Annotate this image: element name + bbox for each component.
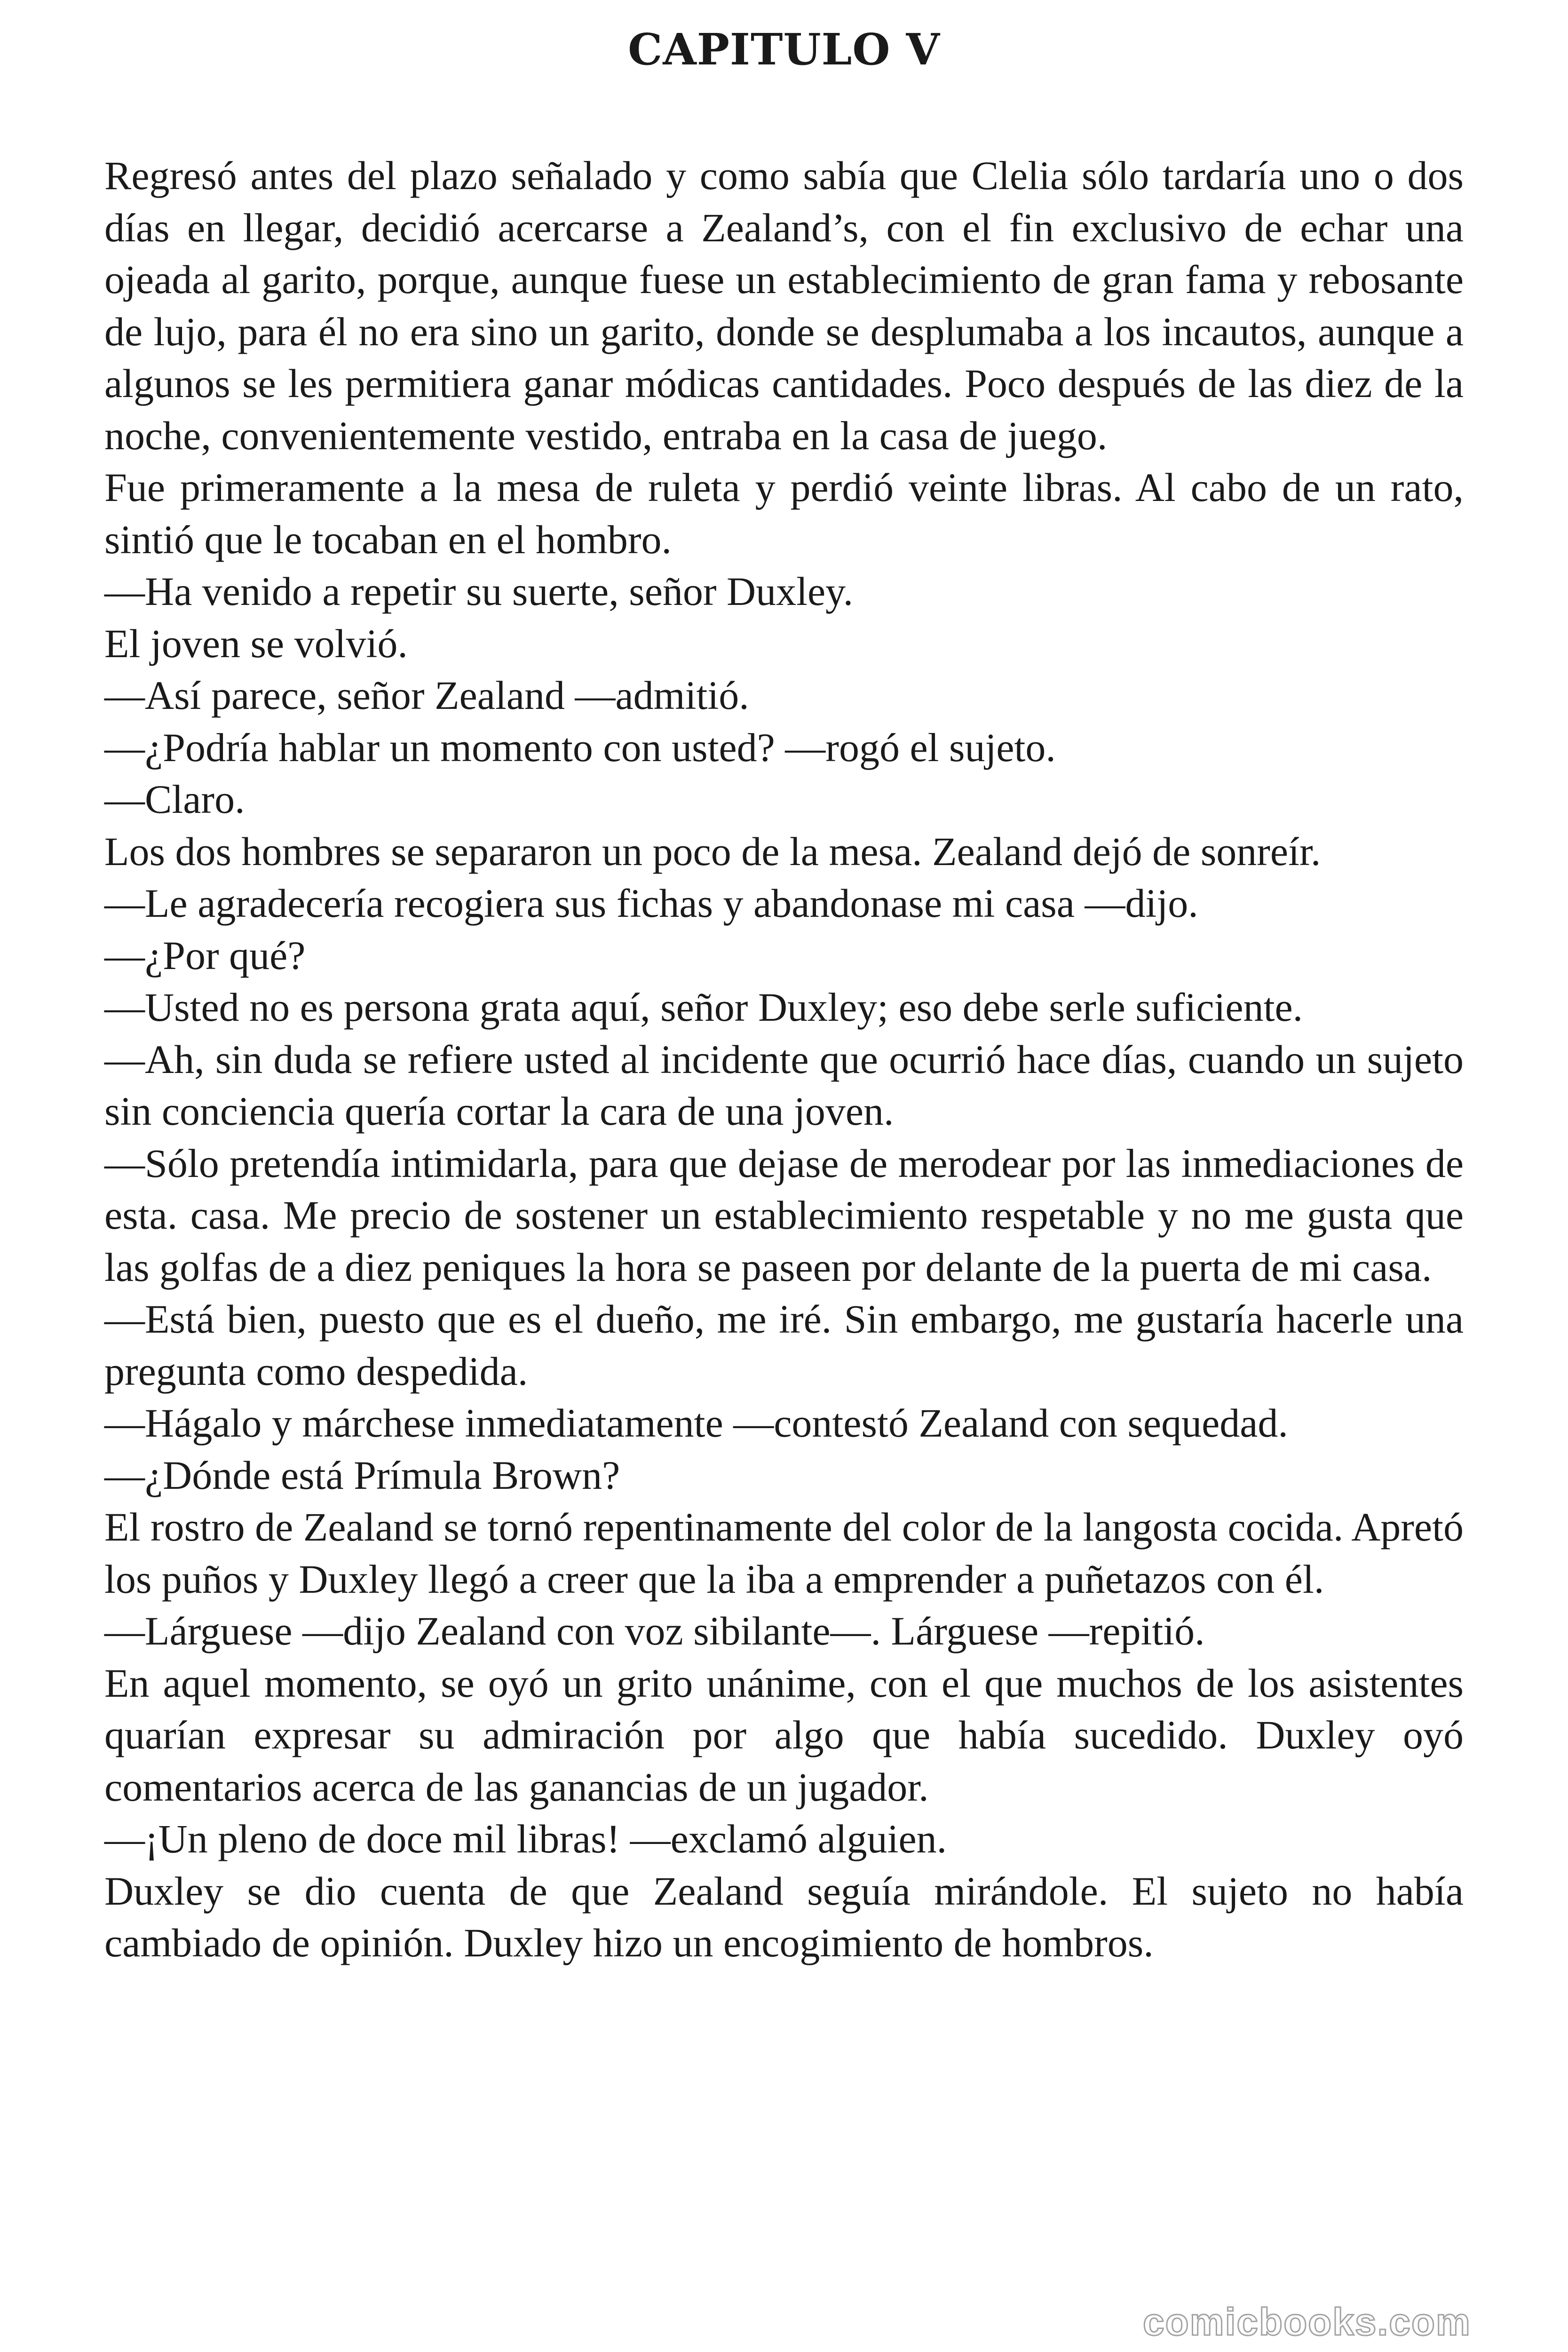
watermark-text: comicbooks.com — [1143, 2301, 1471, 2344]
paragraph: —Le agradecería recogiera sus fichas y abandonase mi casa —dijo. — [104, 881, 1198, 926]
chapter-body — [104, 150, 1464, 1969]
chapter-title: CAPITULO V — [628, 24, 940, 75]
paragraph: —¿Dónde está Prímula Brown? — [104, 1452, 620, 1498]
paragraph: El rostro de Zealand se tornó repentinamente del color de la langosta cocida. Apretó los puños y Duxley llegó a creer que la iba a emprender a puñetazos con él. — [104, 1504, 1464, 1602]
paragraph: —Claro. — [104, 777, 245, 822]
paragraph: —Está bien, puesto que es el dueño, me iré. Sin embargo, me gustaría hacerle una pregunta como despedida. — [104, 1296, 1464, 1394]
paragraph: Fue primeramente a la mesa de ruleta y perdió veinte libras. Al cabo de un rato, sintió que le tocaban en el hombro. — [104, 465, 1464, 562]
paragraph: Regresó antes del plazo señalado y como sabía que Clelia sólo tardaría uno o dos días en llegar, decidió acercarse a Zealand’s, con el fin exclusivo de echar una ojeada al garito, porque, aunque fuese un establecimiento de gran fama y rebosante de lujo, para él no era sino un garito, donde se desplumaba a los incautos, aunque a algunos se les permitiera ganar módicas cantidades. Poco después de las diez de la noche, convenientemente vestido, entraba en la casa de juego. — [104, 153, 1464, 458]
paragraph: En aquel momento, se oyó un grito unánime, con el que muchos de los asistentes quarían expresar su admiración por algo que había sucedido. Duxley oyó comentarios acerca de las ganancias de un jugador. — [104, 1660, 1464, 1810]
paragraph: —¿Por qué? — [104, 932, 306, 978]
paragraph: —¡Un pleno de doce mil libras! —exclamó alguien. — [104, 1816, 947, 1861]
paragraph: —Sólo pretendía intimidarla, para que dejase de merodear por las inmediaciones de esta. casa. Me precio de sostener un establecimiento respetable y no me gusta que las golfas de a diez peniques la hora se paseen por delante de la puerta de mi casa. — [104, 1140, 1464, 1290]
paragraph: —Ah, sin duda se refiere usted al incidente que ocurrió hace días, cuando un sujeto sin conciencia quería cortar la cara de una joven. — [104, 1036, 1464, 1134]
paragraph: —Usted no es persona grata aquí, señor Duxley; eso debe serle suficiente. — [104, 985, 1303, 1030]
paragraph: —Ha venido a repetir su suerte, señor Duxley. — [104, 569, 854, 614]
paragraph: —Lárguese —dijo Zealand con voz sibilante—. Lárguese —repitió. — [104, 1608, 1205, 1653]
paragraph: —Hágalo y márchese inmediatamente —contestó Zealand con sequedad. — [104, 1400, 1288, 1446]
paragraph: —¿Podría hablar un momento con usted? —rogó el sujeto. — [104, 724, 1056, 770]
paragraph: —Así parece, señor Zealand —admitió. — [104, 673, 749, 718]
paragraph: Duxley se dio cuenta de que Zealand seguía mirándole. El sujeto no había cambiado de opinión. Duxley hizo un encogimiento de hombros. — [104, 1868, 1464, 1965]
paragraph: El joven se volvió. — [104, 620, 408, 666]
paragraph: Los dos hombres se separaron un poco de la mesa. Zealand dejó de sonreír. — [104, 828, 1321, 874]
